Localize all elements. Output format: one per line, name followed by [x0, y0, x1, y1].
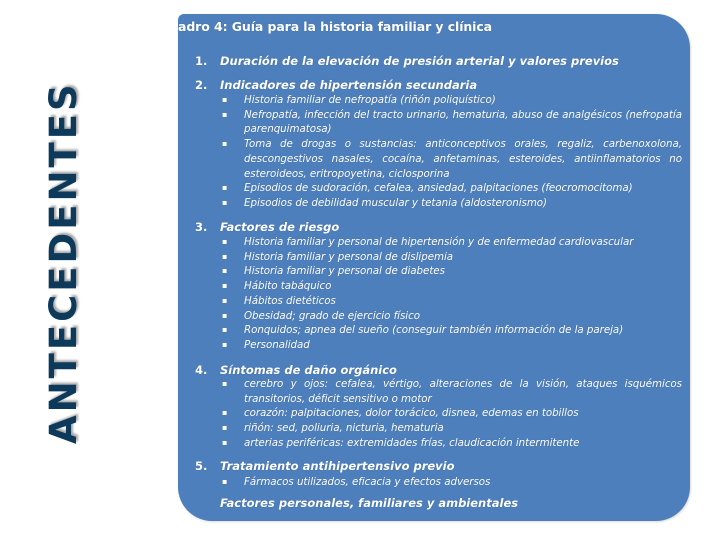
- list-item: ▪ Nefropatía, infección del tracto urinario, hematuria, abuso de analgésicos (nefropatía parenquimatosa): [222, 108, 682, 136]
- bullet-icon: ▪: [222, 197, 228, 207]
- list-item: ▪ Personalidad: [222, 338, 310, 351]
- bullet-icon: ▪: [222, 310, 228, 320]
- bullet-icon: ▪: [222, 281, 228, 291]
- list-item: ▪ corazón: palpitaciones, dolor torácico, disnea, edemas en tobillos: [222, 407, 579, 420]
- panel-title: adro 4: Guía para la historia familiar y clínica: [178, 19, 493, 34]
- bullet-icon: ▪: [222, 295, 228, 305]
- section-heading: 4. Síntomas de daño orgánico: [195, 363, 397, 377]
- bullet-icon: ▪: [222, 408, 228, 418]
- list-item: ▪ Obesidad; grado de ejercicio físico: [222, 309, 420, 322]
- bullet-icon: ▪: [222, 95, 228, 104]
- section-heading: 1. Duración de la elevación de presión arterial y valores previos: [195, 54, 619, 68]
- section-items: [222, 377, 682, 451]
- list-item: ▪ arterias periféricas: extremidades frías, claudicación intermitente: [222, 436, 580, 449]
- bullet-icon: ▪: [222, 183, 228, 193]
- section-heading: 2. Indicadores de hipertensión secundaria: [195, 78, 478, 92]
- bullet-icon: ▪: [222, 266, 228, 276]
- section-items: [222, 93, 682, 211]
- bullet-icon: ▪: [222, 237, 228, 246]
- section-items: [222, 475, 682, 490]
- list-item: ▪ Historia familiar y personal de hipertensión y de enfermedad cardiovascular: [222, 236, 634, 248]
- list-item: ▪ cerebro y ojos: cefalea, vértigo, alteraciones de la visión, ataques isquémicos transitorios, déficit sensitivo o motor: [222, 378, 682, 405]
- bullet-icon: ▪: [222, 423, 228, 433]
- side-title: ANTECEDENTES: [42, 81, 85, 444]
- bullet-icon: ▪: [222, 109, 228, 119]
- list-item: ▪ Fármacos utilizados, eficacia y efectos adversos: [222, 476, 491, 488]
- list-item: ▪ Ronquidos; apnea del sueño (conseguir también información de la pareja): [222, 324, 624, 337]
- list-item: ▪ Episodios de sudoración, cefalea, ansiedad, palpitaciones (feocromocitoma): [222, 182, 633, 195]
- list-item: ▪ Historia familiar y personal de dislipemia: [222, 250, 454, 263]
- list-item: ▪ Historia familiar y personal de diabetes: [222, 265, 445, 278]
- bullet-icon: ▪: [222, 437, 228, 447]
- list-item: ▪ Toma de drogas o sustancias: anticonceptivos orales, regaliz, carbenoxolona, descongestivos nasales, cocaína, anfetaminas, esteroides, antiinflamatorios no esteroideos, eritropoyetina, ciclosporina: [222, 138, 682, 180]
- bullet-icon: ▪: [222, 477, 228, 486]
- bullet-icon: ▪: [222, 379, 228, 388]
- guide-panel: [178, 14, 690, 521]
- bullet-icon: ▪: [222, 251, 228, 261]
- bullet-icon: ▪: [222, 339, 228, 349]
- list-item: ▪ Episodios de debilidad muscular y tetania (aldosteronismo): [222, 196, 548, 209]
- list-item: ▪ riñón: sed, poliuria, nicturia, hematuria: [222, 422, 444, 435]
- list-item: ▪ Historia familiar de nefropatía (riñón poliquístico): [222, 94, 496, 106]
- section-items: [222, 235, 682, 353]
- bullet-icon: ▪: [222, 139, 228, 149]
- list-item: ▪ Hábitos dietéticos: [222, 294, 336, 307]
- section-heading: Factores personales, familiares y ambientales: [220, 496, 519, 510]
- section-heading: 3. Factores de riesgo: [195, 220, 340, 234]
- section-heading: 5. Tratamiento antihipertensivo previo: [195, 459, 455, 473]
- bullet-icon: ▪: [222, 325, 228, 335]
- list-item: ▪ Hábito tabáquico: [222, 280, 332, 293]
